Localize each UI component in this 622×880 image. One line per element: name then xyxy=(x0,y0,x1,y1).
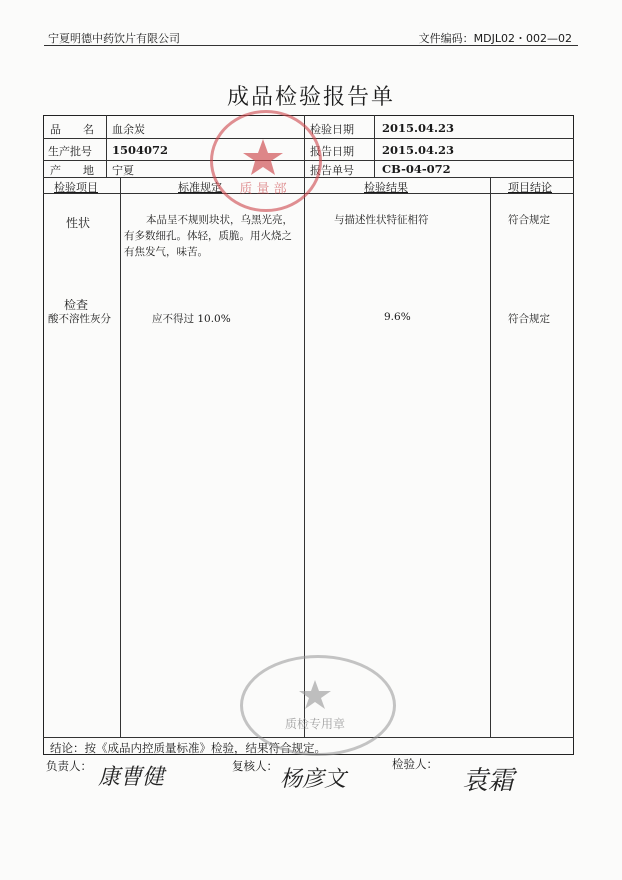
col-divider xyxy=(106,115,107,177)
col-header-conclusion: 项目结论 xyxy=(508,181,552,194)
product-value: 血余炭 xyxy=(112,123,145,136)
report-date-label: 报告日期 xyxy=(310,145,354,158)
col-divider xyxy=(120,177,121,737)
row1-result: 与描述性状特征相符 xyxy=(334,214,429,226)
col-header-standard: 标准规定 xyxy=(178,181,222,194)
company-name: 宁夏明德中药饮片有限公司 xyxy=(48,32,180,45)
inspect-date-label: 检验日期 xyxy=(310,123,354,136)
row1-conclusion: 符合规定 xyxy=(508,214,550,226)
product-label: 品 名 xyxy=(50,123,94,136)
qc-seal-stamp xyxy=(240,655,396,756)
row2-conclusion: 符合规定 xyxy=(508,313,550,325)
responsible-signature: 康曹健 xyxy=(98,765,165,790)
header-divider xyxy=(44,45,578,46)
col-header-result: 检验结果 xyxy=(364,181,408,194)
conclusion-text: 结论：按《成品内控质量标准》检验，结果符合规定。 xyxy=(50,741,326,755)
star-icon xyxy=(243,658,387,747)
quality-dept-stamp xyxy=(210,110,322,212)
star-icon xyxy=(213,113,313,203)
inspector-signature: 袁霜 xyxy=(462,766,515,796)
batch-label: 生产批号 xyxy=(48,145,92,158)
row1-item: 性状 xyxy=(66,216,91,230)
col-divider xyxy=(490,177,491,737)
report-no-value: CB-04-072 xyxy=(382,162,451,176)
row2-standard: 应不得过 10.0% xyxy=(152,313,231,325)
document-number: 文件编码：MDJL02・002—02 xyxy=(418,32,572,45)
origin-value: 宁夏 xyxy=(112,164,134,177)
origin-label: 产 地 xyxy=(50,164,94,177)
svg-text:质检专用章: 质检专用章 xyxy=(284,717,346,731)
reviewer-label: 复核人： xyxy=(232,759,278,773)
responsible-label: 负责人： xyxy=(46,759,92,773)
inspector-label: 检验人： xyxy=(392,757,438,771)
row2-item: 检查 xyxy=(64,298,89,312)
svg-text:质 量 部: 质 量 部 xyxy=(239,182,287,197)
row1-standard: 本品呈不规则块状，乌黑光亮，有多数细孔。体轻，质脆。用火烧之有焦发气，味苦。 xyxy=(124,214,293,258)
report-date-value: 2015.04.23 xyxy=(382,143,455,157)
col-header-item: 检验项目 xyxy=(54,181,98,194)
report-no-label: 报告单号 xyxy=(310,164,354,177)
reviewer-signature: 杨彦文 xyxy=(280,767,347,792)
batch-value: 1504072 xyxy=(112,143,169,157)
report-title: 成品检验报告单 xyxy=(226,85,395,110)
row2-result: 9.6% xyxy=(384,311,411,323)
inspect-date-value: 2015.04.23 xyxy=(382,121,455,135)
row2-subitem: 酸不溶性灰分 xyxy=(48,313,111,325)
col-divider xyxy=(304,177,305,737)
col-divider xyxy=(374,115,375,177)
